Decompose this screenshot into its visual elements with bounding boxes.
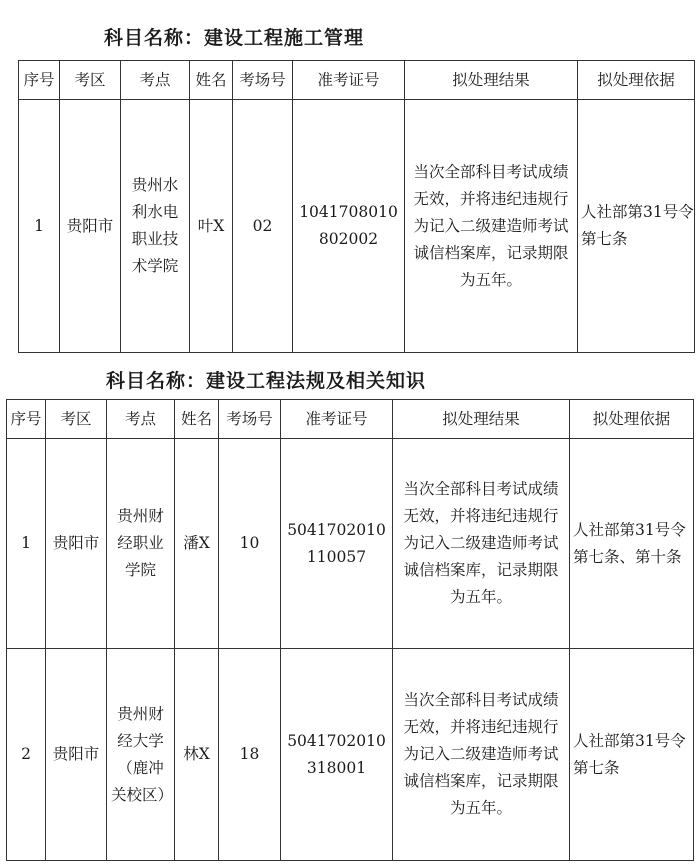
header-cell: 姓名 — [190, 61, 233, 100]
header-cell: 姓名 — [175, 400, 219, 439]
handling-basis: 人社部第31号令第七条 — [570, 649, 694, 861]
header-cell: 拟处理依据 — [570, 400, 694, 439]
room-number: 10 — [219, 439, 281, 649]
table-row — [7, 439, 694, 649]
section-title: 科目名称：建设工程法规及相关知识 — [106, 370, 427, 392]
candidate-name: 叶X — [190, 100, 233, 353]
admission-number: 5041702010318001 — [281, 649, 393, 861]
handling-result: 当次全部科目考试成绩无效，并将违纪违规行为记入二级建造师考试诚信档案库，记录期限为五年。 — [393, 439, 570, 649]
header-cell: 考场号 — [233, 61, 293, 100]
exam-area: 贵阳市 — [46, 649, 107, 861]
admission-number: 1041708010802002 — [293, 100, 405, 353]
table-row — [7, 649, 694, 861]
handling-result: 当次全部科目考试成绩无效，并将违纪违规行为记入二级建造师考试诚信档案库，记录期限为五年。 — [393, 649, 570, 861]
header-cell: 考点 — [107, 400, 175, 439]
exam-area: 贵阳市 — [60, 100, 121, 353]
violation-table — [18, 60, 695, 353]
room-number: 02 — [233, 100, 293, 353]
header-cell: 拟处理依据 — [578, 61, 695, 100]
exam-site: 贵州财经职业学院 — [107, 439, 175, 649]
row-number: 1 — [7, 439, 46, 649]
header-cell: 准考证号 — [293, 61, 405, 100]
violation-table — [6, 399, 694, 861]
handling-result: 当次全部科目考试成绩无效，并将违纪违规行为记入二级建造师考试诚信档案库，记录期限为五年。 — [405, 100, 578, 353]
table-header-row — [19, 61, 695, 100]
candidate-name: 潘X — [175, 439, 219, 649]
header-cell: 拟处理结果 — [405, 61, 578, 100]
header-cell: 考点 — [121, 61, 190, 100]
header-cell: 序号 — [19, 61, 60, 100]
row-number: 2 — [7, 649, 46, 861]
row-number: 1 — [19, 100, 60, 353]
candidate-name: 林X — [175, 649, 219, 861]
exam-site: 贵州水利水电职业技术学院 — [121, 100, 190, 353]
table-header-row — [7, 400, 694, 439]
header-cell: 考区 — [46, 400, 107, 439]
table-row — [19, 100, 695, 353]
handling-basis: 人社部第31号令第七条、第十条 — [570, 439, 694, 649]
header-cell: 拟处理结果 — [393, 400, 570, 439]
header-cell: 准考证号 — [281, 400, 393, 439]
room-number: 18 — [219, 649, 281, 861]
header-cell: 考场号 — [219, 400, 281, 439]
section-title: 科目名称：建设工程施工管理 — [104, 27, 365, 49]
admission-number: 5041702010110057 — [281, 439, 393, 649]
exam-site: 贵州财经大学（鹿冲关校区） — [107, 649, 175, 861]
header-cell: 序号 — [7, 400, 46, 439]
exam-area: 贵阳市 — [46, 439, 107, 649]
header-cell: 考区 — [60, 61, 121, 100]
handling-basis: 人社部第31号令第七条 — [578, 100, 695, 353]
